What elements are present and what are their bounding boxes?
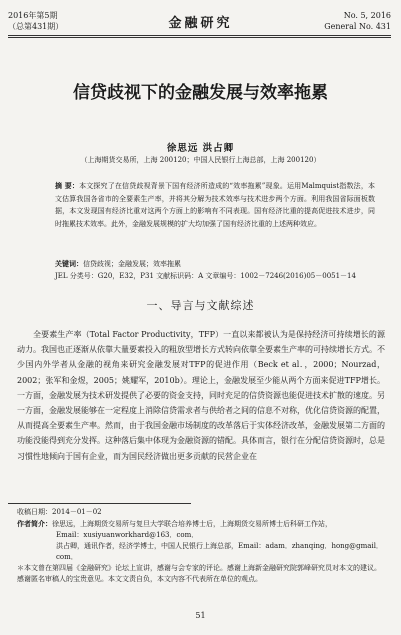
header-rule [8, 35, 391, 36]
abstract-text: 本文探究了在信贷歧视背景下国有经济所造成的“效率拖累”现象。运用Malmquist指数法，本文估算我国各省市的全要素生产率，并将其分解为技术效率与技术进步两个方面。利用我国省际面板数据，本文发现国有经济比重对这两个方面上的影响有不同表现。国有经济比重的提高促进技术进步，同时拖累技术效率。此外，金融发展规模的扩大均加强了国有经济比重的上述两种效应。 [55, 182, 375, 228]
author-names: 徐思远 洪占卿 [166, 143, 235, 154]
received-date: 收稿日期：2014－01－02 [17, 508, 102, 516]
journal-name: 金融研究 [168, 16, 233, 31]
author-affiliation: （上海期货交易所，上海 200120；中国人民银行上海总部，上海 200120） [80, 156, 321, 164]
body-paragraph: 全要素生产率（Total Factor Productivity，TFP）一直以来都被认为是保持经济可持续增长的源动力。我国也正逐渐从依靠大量要素投入的粗放型增长方式转向依靠全要素生产率的可持续增长方式。不少国内外学者从金融的视角来研究金融发展对TFP的促进作用（Beck et al．，2000；Nourzad，2002；张军和金煜，2005；姚耀军，2010b）。理论上，金融发展至少能从两个方面来促进TFP增长。一方面，金融发展为技术研发提供了必要的资金支持，同时充足的信贷资源也能促进技术扩散的速度。另一方面，金融发展能够在一定程度上消除信贷需求者与供给者之间的信息不对称，优化信贷资源的配置，从而提高全要素生产率。然而，由于我国金融市场制度的改革落后于实体经济改革，金融发展第二方面的功能没能得到充分发挥。这种落后集中体现为金融资源的错配。具体而言，银行在分配信贷资源时，总是习惯性地倾向于国有企业，而为国民经济做出更多贡献的民营企业在 [17, 330, 385, 461]
abstract [55, 180, 375, 230]
header-rule-thin [8, 37, 391, 38]
acknowledgement-note: ＊本文曾在第四届《金融研究》论坛上宣讲，感谢与会专家的评论。感谢上海新金融研究院郭峰研究员对本文的建议。感谢匿名审稿人的宝贵意见。本文文责自负，本文内容不代表所在单位的观点。 [17, 564, 381, 583]
author-intro [17, 518, 385, 530]
keywords-text: 信贷歧视；金融发展；效率拖累 [83, 260, 181, 268]
issue-number-en: No. 5, 2016 [343, 11, 391, 20]
footnote-rule [8, 503, 191, 504]
keywords-label: 关键词： [55, 259, 83, 268]
article-title: 信贷歧视下的金融发展与效率拖累 [73, 83, 328, 103]
issue-number-cn: 2016年第5期 [8, 11, 58, 20]
total-number-cn: （总第431期） [8, 22, 64, 31]
section-heading: 一、导言与文献综述 [146, 299, 255, 312]
total-number-en: General No. 431 [324, 22, 391, 31]
author1-email: Email：xusiyuanworkhard@163．com． [56, 531, 199, 539]
author1-intro: 徐思远，上海期货交易所与复旦大学联合培养博士后，上海期货交易所博士后科研工作站， [52, 520, 332, 528]
page-number: 51 [195, 611, 206, 620]
footnotes [17, 507, 385, 585]
author2-intro: 洪占卿，通讯作者，经济学博士，中国人民银行上海总部，Email：adam．zhanqing．hong@gmail．com． [56, 542, 383, 561]
abstract-label: 摘 要： [55, 181, 80, 190]
jel-classification: JEL 分类号：G20，E32，P31 文献标识码：A 文章编号：1002－7246(2016)05－0051－14 [55, 272, 356, 280]
keywords [55, 258, 375, 270]
body-text [17, 327, 385, 464]
author-intro-label: 作者简介： [17, 519, 52, 528]
issue-info-en [324, 10, 391, 32]
